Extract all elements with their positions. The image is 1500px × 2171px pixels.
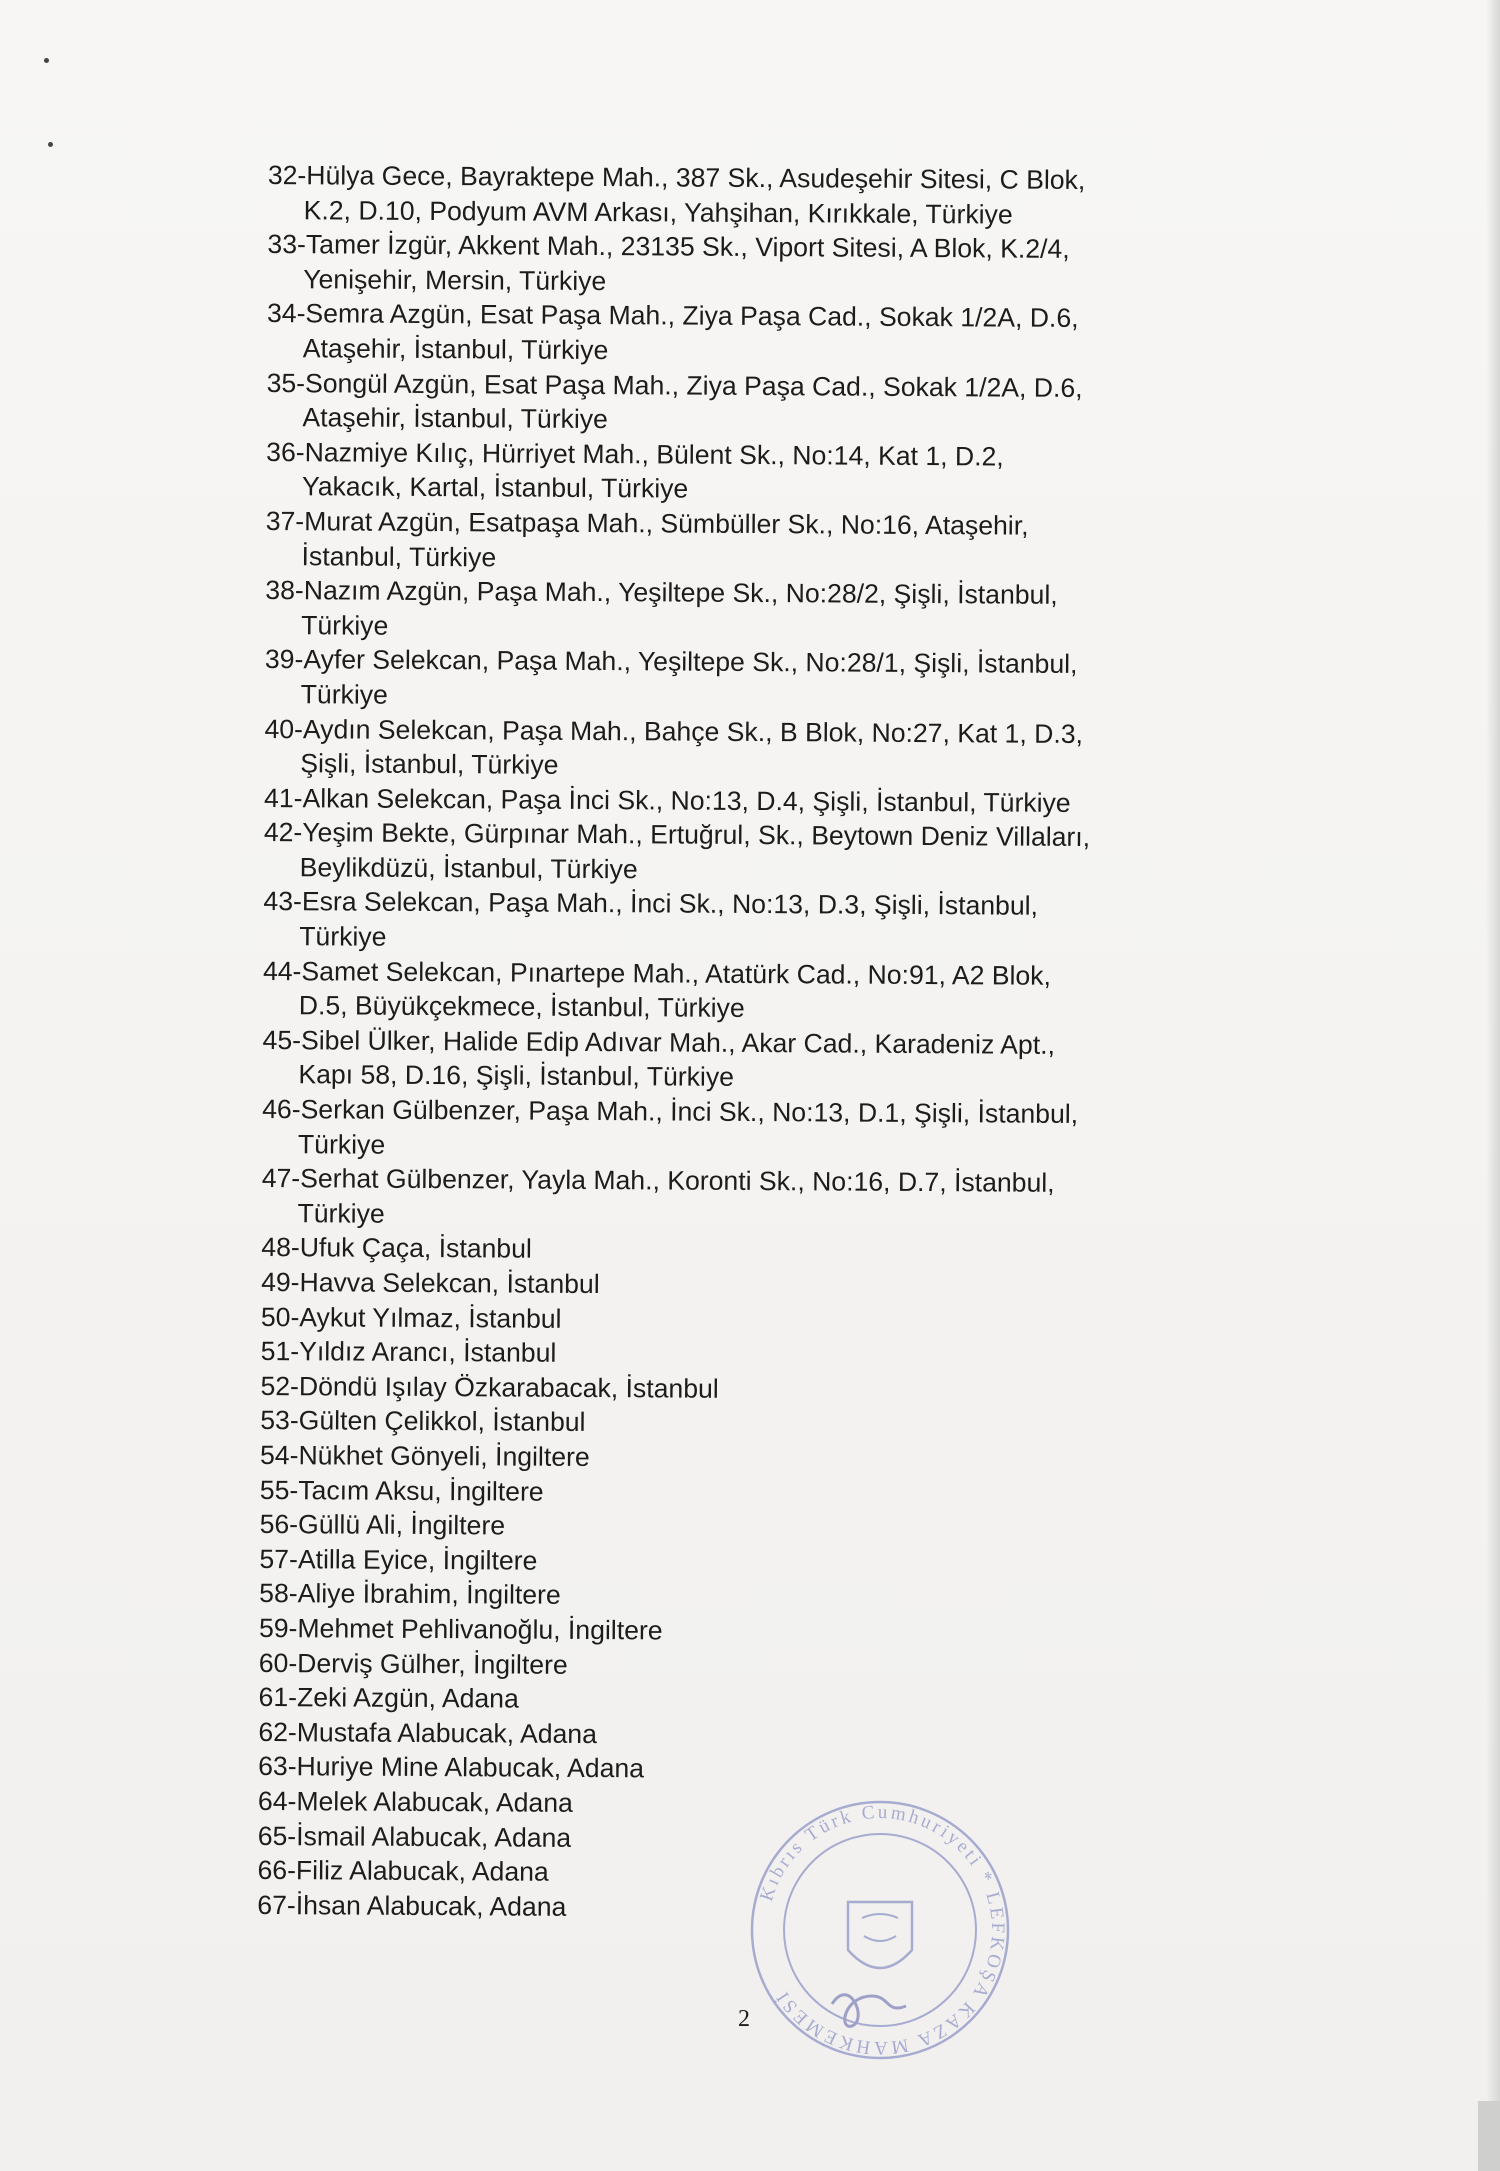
list-item-continuation: İstanbul, Türkiye <box>301 540 497 572</box>
page-number: 2 <box>738 2006 750 2032</box>
list-item <box>261 1265 1221 1305</box>
list-item <box>263 884 1223 959</box>
list-item <box>265 642 1225 717</box>
list-item-line: 58-Aliye İbrahim, İngiltere <box>259 1578 561 1611</box>
list-item <box>261 1300 1221 1340</box>
list-item <box>258 1749 1218 1789</box>
list-item-line: 44-Samet Selekcan, Pınartepe Mah., Atatürk Cad., No:91, A2 Blok, <box>262 955 1052 991</box>
list-item-continuation: K.2, D.10, Podyum AVM Arkası, Yahşihan, Kırıkkale, Türkiye <box>303 194 1013 230</box>
list-item-line: 36-Nazmiye Kılıç, Hürriyet Mah., Bülent Sk., No:14, Kat 1, D.2, <box>266 436 1004 472</box>
list-item-line: 51-Yıldız Arancı, İstanbul <box>260 1336 557 1368</box>
list-item-line: 62-Mustafa Alabucak, Adana <box>258 1716 598 1749</box>
list-item <box>257 1853 1217 1893</box>
list-item <box>261 1230 1221 1270</box>
list-item-continuation: D.5, Büyükçekmece, İstanbul, Türkiye <box>298 990 745 1024</box>
page-corner <box>1478 2101 1500 2171</box>
list-item-line: 47-Serhat Gülbenzer, Yayla Mah., Koronti Sk., No:16, D.7, İstanbul, <box>261 1163 1055 1199</box>
list-item <box>260 1403 1220 1443</box>
list-item-line: 45-Sibel Ülker, Halide Edip Adıvar Mah., Akar Cad., Karadeniz Apt., <box>262 1024 1056 1060</box>
list-item <box>264 815 1224 890</box>
list-item-continuation: Türkiye <box>299 921 387 952</box>
list-item-line: 34-Semra Azgün, Esat Paşa Mah., Ziya Paşa Cad., Sokak 1/2A, D.6, <box>266 298 1079 334</box>
list-item-continuation: Türkiye <box>300 679 389 710</box>
list-item-line: 41-Alkan Selekcan, Paşa İnci Sk., No:13, D.4, Şişli, İstanbul, Türkiye <box>264 782 1071 818</box>
list-item-line: 64-Melek Alabucak, Adana <box>257 1785 573 1818</box>
list-item-line: 54-Nükhet Gönyeli, İngiltere <box>259 1439 590 1472</box>
list-item <box>266 366 1226 441</box>
list-item-line: 55-Tacım Aksu, İngiltere <box>259 1474 544 1507</box>
list-item <box>262 1092 1222 1167</box>
signature <box>832 1995 906 2027</box>
court-seal-stamp <box>740 1790 1020 2070</box>
list-item-continuation: Yakacık, Kartal, İstanbul, Türkiye <box>301 471 689 504</box>
list-item <box>259 1542 1219 1582</box>
list-item <box>257 1888 1217 1928</box>
list-item-line: 52-Döndü Işılay Özkarabacak, İstanbul <box>260 1370 719 1404</box>
list-item <box>268 158 1228 233</box>
list-item <box>266 435 1226 510</box>
list-item <box>267 227 1227 302</box>
list-item-continuation: Şişli, İstanbul, Türkiye <box>300 748 559 780</box>
list-item-line: 65-İsmail Alabucak, Adana <box>257 1820 572 1853</box>
list-item-continuation: Türkiye <box>297 1198 385 1229</box>
list-item <box>264 781 1224 821</box>
list-item-line: 39-Ayfer Selekcan, Paşa Mah., Yeşiltepe Sk., No:28/1, Şişli, İstanbul, <box>264 644 1078 680</box>
list-item <box>260 1438 1220 1478</box>
list-item-line: 57-Atilla Eyice, İngiltere <box>259 1543 538 1576</box>
list-item-continuation: Ataşehir, İstanbul, Türkiye <box>302 402 609 435</box>
list-item-line: 56-Güllü Ali, İngiltere <box>259 1509 506 1541</box>
list-item-line: 66-Filiz Alabucak, Adana <box>257 1855 549 1887</box>
list-item-continuation: Ataşehir, İstanbul, Türkiye <box>302 333 609 366</box>
list-item-line: 48-Ufuk Çaça, İstanbul <box>261 1232 532 1265</box>
list-item-line: 61-Zeki Azgün, Adana <box>258 1682 519 1714</box>
list-item-continuation: Beylikdüzü, İstanbul, Türkiye <box>299 852 638 885</box>
list-item <box>260 1369 1220 1409</box>
list-item-continuation: Kapı 58, D.16, Şişli, İstanbul, Türkiye <box>298 1059 735 1093</box>
list-item-line: 49-Havva Selekcan, İstanbul <box>261 1266 600 1300</box>
list-item-line: 42-Yeşim Bekte, Gürpınar Mah., Ertuğrul, Sk., Beytown Deniz Villaları, <box>263 817 1091 853</box>
list-item <box>263 954 1223 1029</box>
list-item <box>260 1473 1220 1513</box>
list-item <box>261 1161 1221 1236</box>
list-item-line: 40-Aydın Selekcan, Paşa Mah., Bahçe Sk., B Blok, No:27, Kat 1, D.3, <box>264 713 1084 749</box>
list-item-line: 37-Murat Azgün, Esatpaşa Mah., Sümbüller Sk., No:16, Ataşehir, <box>265 505 1029 541</box>
list-item <box>261 1334 1221 1374</box>
list-item <box>259 1611 1219 1651</box>
punch-mark <box>48 142 53 147</box>
list-item-line: 46-Serkan Gülbenzer, Paşa Mah., İnci Sk., No:13, D.1, Şişli, İstanbul, <box>262 1094 1079 1129</box>
list-item-line: 67-İhsan Alabucak, Adana <box>257 1889 567 1922</box>
list-item-line: 53-Gülten Çelikkol, İstanbul <box>260 1405 586 1438</box>
list-item <box>262 1023 1222 1098</box>
list-item <box>259 1576 1219 1616</box>
list-item-line: 38-Nazım Azgün, Paşa Mah., Yeşiltepe Sk., No:28/2, Şişli, İstanbul, <box>265 575 1058 610</box>
seal-emblem-detail <box>862 1914 898 1941</box>
list-item-line: 60-Derviş Gülher, İngiltere <box>258 1647 568 1680</box>
list-item <box>258 1680 1218 1720</box>
list-item <box>267 296 1227 371</box>
list-item <box>265 573 1225 648</box>
list-item-continuation: Türkiye <box>301 609 389 641</box>
page-edge-shadow <box>1486 0 1500 2171</box>
list-item-line: 33-Tamer İzgür, Akkent Mah., 23135 Sk., Viport Sitesi, A Blok, K.2/4, <box>267 229 1070 265</box>
list-item-line: 35-Songül Azgün, Esat Paşa Mah., Ziya Paşa Cad., Sokak 1/2A, D.6, <box>266 367 1083 403</box>
list-item-line: 50-Aykut Yılmaz, İstanbul <box>260 1301 562 1334</box>
list-item <box>260 1507 1220 1547</box>
list-item-continuation: Türkiye <box>297 1128 386 1160</box>
list-item <box>259 1646 1219 1686</box>
list-item <box>258 1818 1218 1858</box>
list-item-line: 32-Hülya Gece, Bayraktepe Mah., 387 Sk., Asudeşehir Sitesi, C Blok, <box>267 159 1086 195</box>
seal-shield-emblem <box>848 1902 912 1968</box>
list-item-line: 59-Mehmet Pehlivanoğlu, İngiltere <box>258 1612 663 1646</box>
list-item <box>258 1784 1218 1824</box>
list-item-continuation: Yenişehir, Mersin, Türkiye <box>303 263 607 296</box>
address-list <box>257 158 1228 1928</box>
list-item-line: 43-Esra Selekcan, Paşa Mah., İnci Sk., No:13, D.3, Şişli, İstanbul, <box>263 886 1039 922</box>
list-item <box>258 1715 1218 1755</box>
list-item <box>265 504 1225 579</box>
list-item-line: 63-Huriye Mine Alabucak, Adana <box>258 1751 645 1784</box>
punch-mark <box>44 58 49 63</box>
svg-text:Kıbrıs Türk Cumhuriyeti * LEFK: Kıbrıs Türk Cumhuriyeti * LEFKOŞA KAZA MAHKEMESİ <box>756 1801 1009 2059</box>
list-item <box>264 711 1224 786</box>
